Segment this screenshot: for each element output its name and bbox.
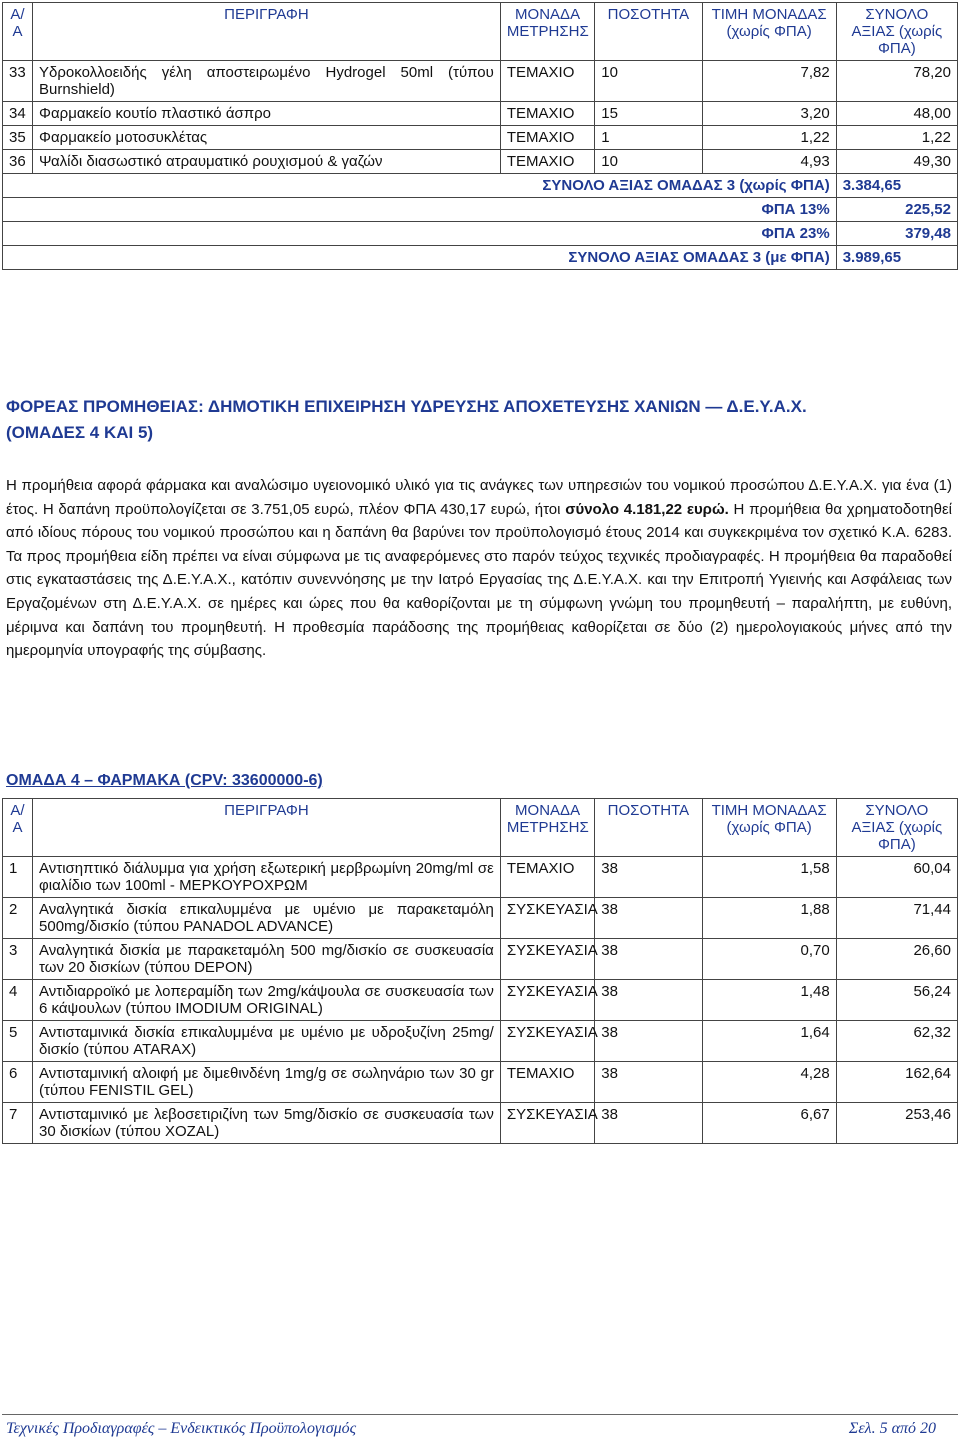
item-description: Αντισηπτικό διάλυμμα για χρήση εξωτερική μερβρωμίνη 20mg/ml σε φιαλίδιο των 100ml - ΜΕΡΚΟΥΡΟΧΡΩΜ xyxy=(33,857,501,898)
group4-title: ΟΜΑΔΑ 4 – ΦΑΡΜΑΚΑ (CPV: 33600000-6) xyxy=(6,772,323,789)
item-unit: ΣΥΣΚΕΥΑΣΙΑ xyxy=(500,1021,594,1062)
summary-net-label: ΣΥΝΟΛΟ ΑΞΙΑΣ ΟΜΑΔΑΣ 3 (χωρίς ΦΠΑ) xyxy=(3,174,837,198)
item-unit: ΤΕΜΑΧΙΟ xyxy=(500,1062,594,1103)
item-unit: ΤΕΜΑΧΙΟ xyxy=(500,61,594,102)
item-quantity: 15 xyxy=(595,102,702,126)
item-description: Αναλγητικά δισκία με παρακεταμόλη 500 mg/δισκίο σε συσκευασία των 20 δισκίων (τύπου DEPON) xyxy=(33,939,501,980)
item-quantity: 10 xyxy=(595,150,702,174)
item-quantity: 38 xyxy=(595,898,702,939)
summary-vat13-row xyxy=(3,198,958,222)
item-number: 4 xyxy=(3,980,33,1021)
header-aa: Α/Α xyxy=(3,3,33,61)
group4-table xyxy=(2,798,958,1144)
item-number: 1 xyxy=(3,857,33,898)
item-quantity: 38 xyxy=(595,1062,702,1103)
table-row xyxy=(3,1062,958,1103)
item-total: 71,44 xyxy=(836,898,957,939)
item-unit: ΤΕΜΑΧΙΟ xyxy=(500,857,594,898)
item-total: 48,00 xyxy=(836,102,957,126)
item-total: 49,30 xyxy=(836,150,957,174)
table-row xyxy=(3,150,958,174)
item-description: Αντισταμινικό με λεβοσετιριζίνη των 5mg/δισκίο σε συσκευασία των 30 δισκίων (τύπου XOZAL) xyxy=(33,1103,501,1144)
header-total: ΣΥΝΟΛΟ ΑΞΙΑΣ (χωρίς ΦΠΑ) xyxy=(836,3,957,61)
group4-header-row xyxy=(3,799,958,857)
item-unit: ΣΥΣΚΕΥΑΣΙΑ xyxy=(500,1103,594,1144)
item-number: 33 xyxy=(3,61,33,102)
item-unit: ΤΕΜΑΧΙΟ xyxy=(500,126,594,150)
page-number: Σελ. 5 από 20 xyxy=(848,1420,936,1437)
item-total: 253,46 xyxy=(836,1103,957,1144)
item-description: Αναλγητικά δισκία επικαλυμμένα με υμένιο με παρακεταμόλη 500mg/δισκίο (τύπου PANADOL ADVANCE) xyxy=(33,898,501,939)
footer-divider xyxy=(2,1414,958,1415)
item-unit-price: 1,58 xyxy=(702,857,836,898)
header-description: ΠΕΡΙΓΡΑΦΗ xyxy=(33,3,501,61)
item-total: 162,64 xyxy=(836,1062,957,1103)
header-unit-price: ΤΙΜΗ ΜΟΝΑΔΑΣ (χωρίς ΦΠΑ) xyxy=(702,799,836,857)
item-unit-price: 4,93 xyxy=(702,150,836,174)
item-description: Αντιδιαρροϊκό με λοπεραμίδη των 2mg/κάψουλα σε συσκευασία των 6 κάψουλων (τύπου IMODIUM ORIGINAL) xyxy=(33,980,501,1021)
table-row xyxy=(3,1021,958,1062)
item-number: 5 xyxy=(3,1021,33,1062)
procurement-body-line2: (ΟΜΑΔΕΣ 4 ΚΑΙ 5) xyxy=(6,423,154,442)
item-unit: ΣΥΣΚΕΥΑΣΙΑ xyxy=(500,898,594,939)
item-total: 56,24 xyxy=(836,980,957,1021)
item-quantity: 38 xyxy=(595,1103,702,1144)
summary-gross-label: ΣΥΝΟΛΟ ΑΞΙΑΣ ΟΜΑΔΑΣ 3 (με ΦΠΑ) xyxy=(3,246,837,270)
table-row xyxy=(3,102,958,126)
summary-vat23-label: ΦΠΑ 23% xyxy=(3,222,837,246)
item-total: 78,20 xyxy=(836,61,957,102)
item-total: 60,04 xyxy=(836,857,957,898)
item-number: 34 xyxy=(3,102,33,126)
item-number: 36 xyxy=(3,150,33,174)
item-description: Ψαλίδι διασωστικό ατραυματικό ρουχισμού & γαζών xyxy=(33,150,501,174)
header-total: ΣΥΝΟΛΟ ΑΞΙΑΣ (χωρίς ΦΠΑ) xyxy=(836,799,957,857)
table-row xyxy=(3,980,958,1021)
item-unit: ΣΥΣΚΕΥΑΣΙΑ xyxy=(500,980,594,1021)
item-unit-price: 4,28 xyxy=(702,1062,836,1103)
item-unit: ΣΥΣΚΕΥΑΣΙΑ xyxy=(500,939,594,980)
item-unit-price: 7,82 xyxy=(702,61,836,102)
item-quantity: 38 xyxy=(595,857,702,898)
page-footer xyxy=(6,1420,936,1438)
header-unit: ΜΟΝΑΔΑ ΜΕΤΡΗΣΗΣ xyxy=(500,799,594,857)
procurement-body-line1: ΦΟΡΕΑΣ ΠΡΟΜΗΘΕΙΑΣ: ΔΗΜΟΤΙΚΗ ΕΠΙΧΕΙΡΗΣΗ ΥΔΡΕΥΣΗΣ ΑΠΟΧΕΤΕΥΣΗΣ ΧΑΝΙΩΝ — Δ.Ε.Υ.Α.Χ. xyxy=(6,397,807,416)
item-total: 1,22 xyxy=(836,126,957,150)
item-description: Φαρμακείο κουτίο πλαστικό άσπρο xyxy=(33,102,501,126)
header-quantity: ΠΟΣΟΤΗΤΑ xyxy=(595,3,702,61)
item-number: 2 xyxy=(3,898,33,939)
group3-table xyxy=(2,2,958,270)
group3-body xyxy=(3,61,958,174)
item-unit-price: 1,88 xyxy=(702,898,836,939)
item-unit-price: 1,22 xyxy=(702,126,836,150)
summary-vat13-label: ΦΠΑ 13% xyxy=(3,198,837,222)
item-description: Φαρμακείο μοτοσυκλέτας xyxy=(33,126,501,150)
item-number: 3 xyxy=(3,939,33,980)
item-number: 6 xyxy=(3,1062,33,1103)
group3-summary xyxy=(3,174,958,270)
item-total: 26,60 xyxy=(836,939,957,980)
header-description: ΠΕΡΙΓΡΑΦΗ xyxy=(33,799,501,857)
group3-header-row xyxy=(3,3,958,61)
item-unit-price: 3,20 xyxy=(702,102,836,126)
summary-gross-value: 3.989,65 xyxy=(836,246,957,270)
item-number: 7 xyxy=(3,1103,33,1144)
summary-net-row xyxy=(3,174,958,198)
item-description: Υδροκολλοειδής γέλη αποστειρωμένο Hydrogel 50ml (τύπου Burnshield) xyxy=(33,61,501,102)
summary-vat13-value: 225,52 xyxy=(836,198,957,222)
summary-net-value: 3.384,65 xyxy=(836,174,957,198)
table-row xyxy=(3,898,958,939)
header-unit-price: ΤΙΜΗ ΜΟΝΑΔΑΣ (χωρίς ΦΠΑ) xyxy=(702,3,836,61)
header-aa: Α/Α xyxy=(3,799,33,857)
table-row xyxy=(3,857,958,898)
item-description: Αντισταμινική αλοιφή με διμεθινδένη 1mg/g σε σωληνάριο των 30 gr (τύπου FENISTIL GEL) xyxy=(33,1062,501,1103)
paragraph-total-bold: σύνολο 4.181,22 ευρώ. xyxy=(565,500,729,518)
item-description: Αντισταμινικά δισκία επικαλυμμένα με υμένιο με υδροξυζίνη 25mg/δισκίο (τύπου ATARAX) xyxy=(33,1021,501,1062)
item-number: 35 xyxy=(3,126,33,150)
item-unit-price: 6,67 xyxy=(702,1103,836,1144)
description-paragraph xyxy=(6,474,952,663)
item-quantity: 1 xyxy=(595,126,702,150)
paragraph-part1: Η προμήθεια αφορά φάρμακα και αναλώσιμο υγειονομικό υλικό για τις ανάγκες των υπηρεσιών του νομικού προσώπου Δ.Ε.Υ.Α.Χ. για ένα (1) έτος. Η δαπάνη προϋπολογίζεται σε 3.751,05 ευρώ, πλέον ΦΠΑ 430,17 ευρώ, ήτοι xyxy=(6,477,952,518)
item-unit-price: 1,64 xyxy=(702,1021,836,1062)
item-quantity: 38 xyxy=(595,939,702,980)
header-quantity: ΠΟΣΟΤΗΤΑ xyxy=(595,799,702,857)
item-quantity: 38 xyxy=(595,980,702,1021)
paragraph-part2: Η προμήθεια θα χρηματοδοτηθεί από ιδίους πόρους του νομικού προσώπου και η δαπάνη θα βαρύνει τον προϋπολογισμό έτους 2014 και συγκεκριμένα τον σχετικό Κ.Α. 6283. Τα προς προμήθεια είδη πρέπει να είναι σύμφωνα με τις αναφερόμενες στο παρόν τεύχος τεχνικές προδιαγραφές. Η προμήθεια θα παραδοθεί στις εγκαταστάσεις της Δ.Ε.Υ.Α.Χ., κατόπιν συνεννόησης με την Ιατρό Εργασίας της Δ.Ε.Υ.Α.Χ. και την Επιτροπή Υγιεινής και Ασφάλειας των Εργαζομένων στη Δ.Ε.Υ.Α.Χ. σε ημέρες και ώρες που θα καθορίζονται με τη σύμφωνη γνώμη του προμηθευτή – παραλήπτη, με ευθύνη, μέριμνα και δαπάνη του προμηθευτή. Η προθεσμία παράδοσης της προμήθειας καθορίζεται σε δύο (2) ημερολογιακούς μήνες από την ημερομηνία υπογραφής της σύμβασης. xyxy=(6,500,952,660)
table-row xyxy=(3,1103,958,1144)
summary-vat23-row xyxy=(3,222,958,246)
header-unit: ΜΟΝΑΔΑ ΜΕΤΡΗΣΗΣ xyxy=(500,3,594,61)
summary-vat23-value: 379,48 xyxy=(836,222,957,246)
item-unit: ΤΕΜΑΧΙΟ xyxy=(500,150,594,174)
item-total: 62,32 xyxy=(836,1021,957,1062)
item-unit-price: 1,48 xyxy=(702,980,836,1021)
group4-body xyxy=(3,857,958,1144)
item-quantity: 10 xyxy=(595,61,702,102)
summary-gross-row xyxy=(3,246,958,270)
footer-title: Τεχνικές Προδιαγραφές – Ενδεικτικός Προϋπολογισμός xyxy=(6,1420,357,1437)
item-unit-price: 0,70 xyxy=(702,939,836,980)
table-row xyxy=(3,126,958,150)
procurement-body-heading xyxy=(6,394,952,446)
table-row xyxy=(3,61,958,102)
item-unit: ΤΕΜΑΧΙΟ xyxy=(500,102,594,126)
table-row xyxy=(3,939,958,980)
item-quantity: 38 xyxy=(595,1021,702,1062)
